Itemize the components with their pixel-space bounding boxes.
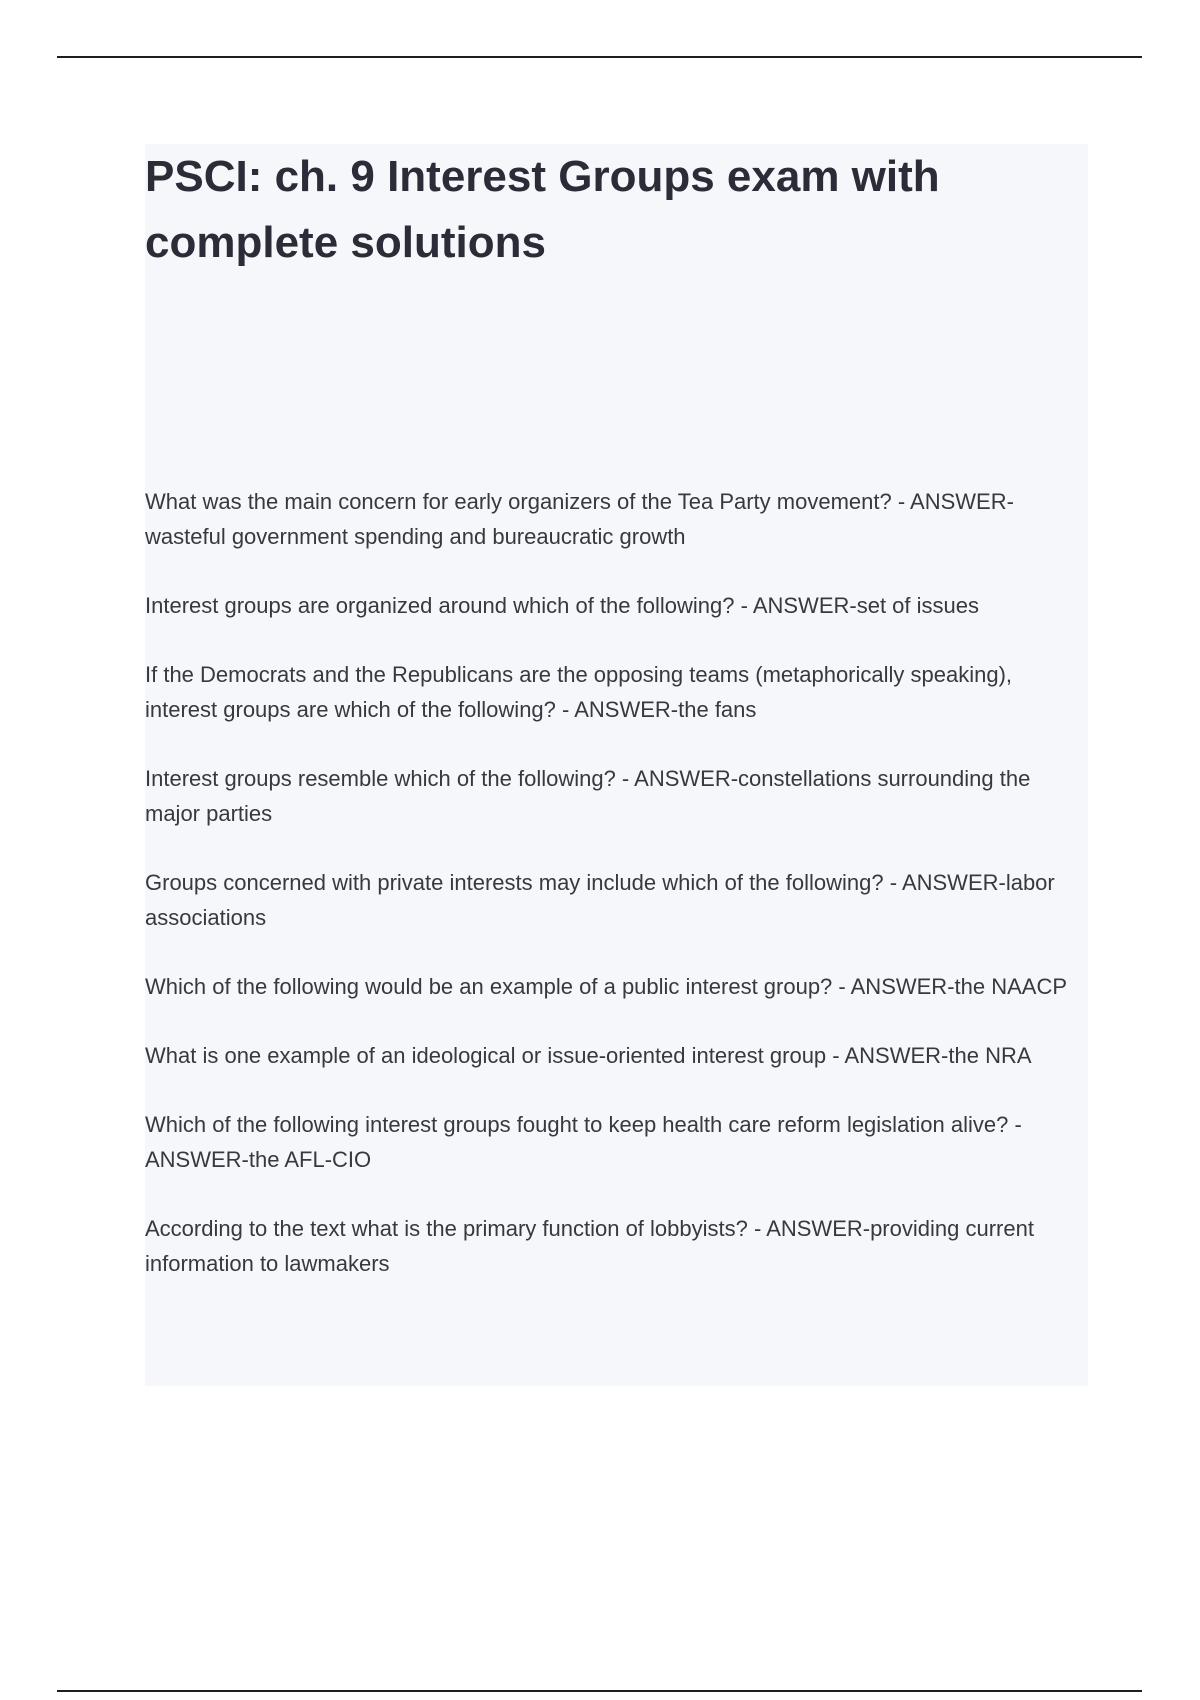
qa-item-7: What is one example of an ideological or issue-oriented interest group - ANSWER-the NRA (145, 1043, 1032, 1068)
bottom-divider (57, 1690, 1142, 1692)
document-body (145, 144, 1088, 1386)
qa-item-9: According to the text what is the primary function of lobbyists? - ANSWER-providing current information to lawmakers (145, 1216, 1034, 1276)
qa-item-6: Which of the following would be an example of a public interest group? - ANSWER-the NAACP (145, 974, 1068, 999)
qa-list (145, 484, 1088, 1315)
qa-item-4: Interest groups resemble which of the following? - ANSWER-constellations surrounding the major parties (145, 766, 1031, 826)
top-divider (57, 56, 1142, 58)
document-title: PSCI: ch. 9 Interest Groups exam with complete solutions (145, 152, 940, 267)
qa-item-3: If the Democrats and the Republicans are the opposing teams (metaphorically speaking), interest groups are which of the following? - ANSWER-the fans (145, 662, 1013, 722)
qa-item-2: Interest groups are organized around which of the following? - ANSWER-set of issues (145, 593, 979, 618)
qa-item-1: What was the main concern for early organizers of the Tea Party movement? - ANSWER-wasteful government spending and bureaucratic growth (145, 489, 1014, 549)
qa-item-5: Groups concerned with private interests may include which of the following? - ANSWER-labor associations (145, 870, 1055, 930)
qa-item-8: Which of the following interest groups fought to keep health care reform legislation alive? - ANSWER-the AFL-CIO (145, 1112, 1022, 1172)
